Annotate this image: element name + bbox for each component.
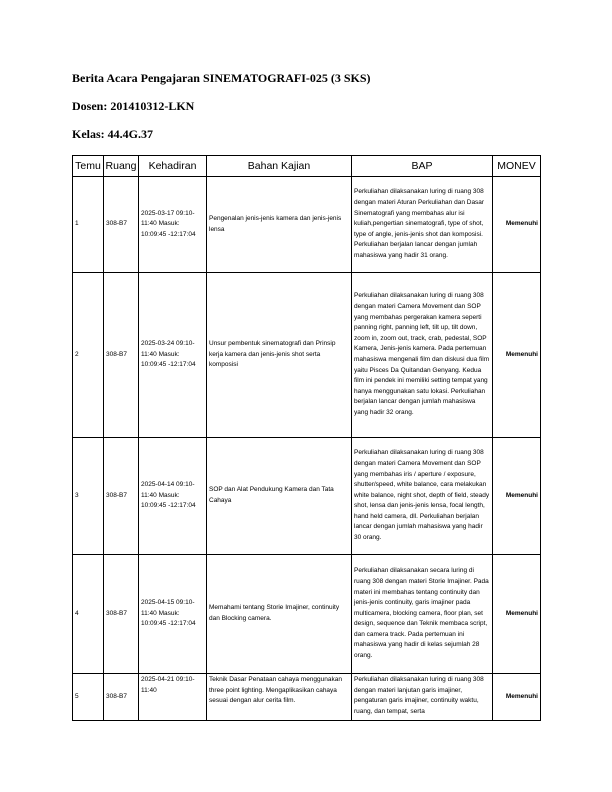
cell-monev: Memenuhi <box>493 674 541 721</box>
cell-bap: Perkuliahan dilaksanakan luring di ruang 308 dengan materi lanjutan garis imajiner, pengaturan garis imajiner, continuity waktu, ruang, dan tempat, serta <box>352 674 493 721</box>
column-header-bap: BAP <box>352 156 493 177</box>
cell-bahan-kajian: Pengenalan jenis-jenis kamera dan jenis-jenis lensa <box>207 177 352 273</box>
column-header-temu: Temu <box>73 156 104 177</box>
cell-bahan-kajian: Memahami tentang Storie Imajiner, continuity dan Blocking camera. <box>207 555 352 674</box>
table-row <box>73 177 541 273</box>
column-header-kehadiran: Kehadiran <box>139 156 207 177</box>
cell-bap: Perkuliahan dilaksanakan secara luring di ruang 308 dengan materi Storie Imajiner. Pada materi ini membahas tentang continuity dan jenis-jenis continuity, garis imajiner pada multicamera, blocking camera, floor plan, set design, sequence dan Teknik membaca script, dan camera track. Pada pertemuan ini mahasiswa yang hadir di kelas sejumlah 28 orang. <box>352 555 493 674</box>
cell-monev: Memenuhi <box>493 273 541 438</box>
column-header-ruang: Ruang <box>104 156 139 177</box>
column-header-bahan-kajian: Bahan Kajian <box>207 156 352 177</box>
cell-monev: Memenuhi <box>493 555 541 674</box>
cell-bap: Perkuliahan dilaksanakan luring di ruang 308 dengan materi Camera Movement dan SOP yang membahas pergerakan kamera seperti panning right, panning left, tilt up, tilt down, zoom in, zoom out, track, crab, pedestal, SOP Kamera, Jenis-jenis kamera. Pada pertemuan mahasiswa mengenali film dan diskusi dua film yaitu Pisces Da Quitandan Genyang. Kedua film ini pendek ini memiliki setting tempat yang hanya menggunakan satu lokasi. Perkuliahan berjalan lancar dengan jumlah mahasiswa yang hadir 32 orang. <box>352 273 493 438</box>
cell-bap: Perkuliahan dilaksanakan luring di ruang 308 dengan materi Aturan Perkuliahan dan Dasar Sinematografi yang membahas alur isi kuliah,pengertian sinematografi, type of shot, type of angle, jenis-jenis shot dan komposisi. Perkuliahan berjalan lancar dengan jumlah mahasiswa yang hadir 31 orang. <box>352 177 493 273</box>
column-header-monev: MONEV <box>493 156 541 177</box>
cell-bahan-kajian: Unsur pembentuk sinematografi dan Prinsip kerja kamera dan jenis-jenis shot serta komposisi <box>207 273 352 438</box>
table-row <box>73 555 541 674</box>
cell-ruang: 308-B7 <box>104 555 139 674</box>
teaching-record-table <box>72 155 541 721</box>
cell-ruang: 308-B7 <box>104 273 139 438</box>
cell-kehadiran: 2025-04-15 09:10-11:40 Masuk: 10:09:45 -12:17:04 <box>139 555 207 674</box>
table-row <box>73 674 541 721</box>
cell-temu: 3 <box>73 438 104 555</box>
cell-temu: 5 <box>73 674 104 721</box>
class-line: Kelas: 44.4G.37 <box>72 127 153 141</box>
cell-ruang: 308-B7 <box>104 674 139 721</box>
cell-kehadiran: 2025-04-14 09:10-11:40 Masuk: 10:09:45 -12:17:04 <box>139 438 207 555</box>
cell-monev: Memenuhi <box>493 438 541 555</box>
cell-ruang: 308-B7 <box>104 438 139 555</box>
cell-temu: 4 <box>73 555 104 674</box>
cell-kehadiran: 2025-03-17 09:10-11:40 Masuk: 10:09:45 -12:17:04 <box>139 177 207 273</box>
cell-kehadiran: 2025-03-24 09:10-11:40 Masuk: 10:09:45 -12:17:04 <box>139 273 207 438</box>
cell-bahan-kajian: SOP dan Alat Pendukung Kamera dan Tata Cahaya <box>207 438 352 555</box>
table-header-row <box>73 156 541 177</box>
cell-temu: 1 <box>73 177 104 273</box>
table-row <box>73 273 541 438</box>
cell-bahan-kajian: Teknik Dasar Penataan cahaya menggunakan three point lighting. Mengaplikasikan cahaya sesuai dengan alur cerita film. <box>207 674 352 721</box>
cell-kehadiran: 2025-04-21 09:10-11:40 <box>139 674 207 721</box>
cell-ruang: 308-B7 <box>104 177 139 273</box>
cell-bap: Perkuliahan dilaksanakan luring di ruang 308 dengan materi Camera Movement dan SOP yang membahas iris / aperture / exposure, shutter/speed, white balance, cara melakukan white balance, night shot, depth of field, steady shot, lensa dan jenis-jenis lensa, focal length, hand held camera, dll. Perkuliahan berjalan lancar dengan jumlah mahasiswa yang hadir 30 orang. <box>352 438 493 555</box>
cell-monev: Memenuhi <box>493 177 541 273</box>
table-row <box>73 438 541 555</box>
document-title: Berita Acara Pengajaran SINEMATOGRAFI-025 (3 SKS) <box>72 71 371 85</box>
lecturer-line: Dosen: 201410312-LKN <box>72 99 195 113</box>
cell-temu: 2 <box>73 273 104 438</box>
